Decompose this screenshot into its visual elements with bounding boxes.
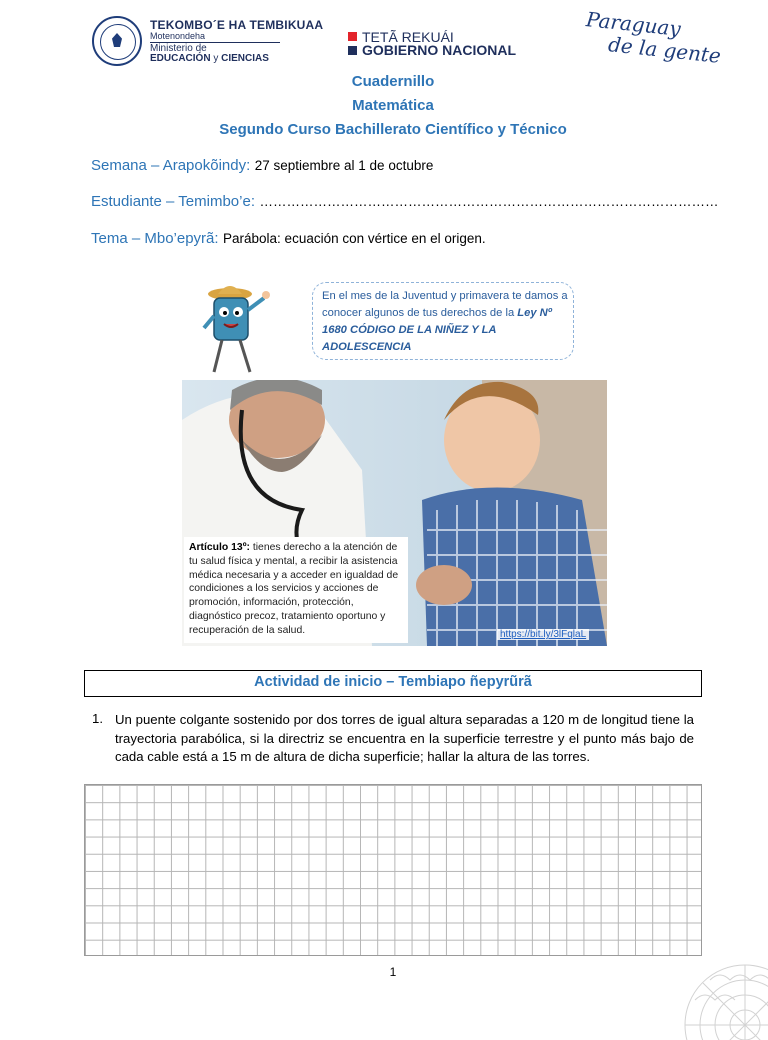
student-value: …………………………………………………………………………………………	[259, 194, 719, 209]
topic-value: Parábola: ecuación con vértice en el origen.	[223, 231, 486, 246]
student-field	[91, 193, 718, 211]
problem-text: Un puente colgante sostenido por dos torres de igual altura separadas a 120 m de longitud tiene la trayectoria parabólica, si la directriz se encuentra en la superficie terrestre y el punto más bajo de cada cable está a 15 m de altura de dicha superficie; hallar la altura de las torres.	[115, 712, 694, 764]
paraguay-seal-icon	[92, 16, 142, 66]
week-value: 27 septiembre al 1 de octubre	[254, 158, 434, 173]
article-label: Artículo 13º:	[189, 542, 250, 553]
red-square-icon	[348, 32, 357, 41]
week-label: Semana – Arapokõindy:	[91, 157, 251, 174]
brand-logo-line1: Paraguay	[585, 7, 682, 41]
problem-number: 1.	[92, 711, 103, 726]
ministry-name-line1: Ministerio de	[150, 43, 207, 54]
article-13-text: Artículo 13º: tienes derecho a la atención de tu salud física y mental, a recibir la asistencia médica necesaria y a acceder en igualdad de condiciones a los servicios y acciones de promoción, información, protección, diagnóstico precoz, tratamiento oportuno y recuperación de la salud.	[189, 542, 399, 636]
page-number: 1	[389, 965, 397, 979]
government-title-spanish: GOBIERNO NACIONAL	[362, 42, 516, 58]
student-label: Estudiante – Temimbo’e:	[91, 193, 255, 210]
answer-grid[interactable]	[84, 784, 702, 956]
government-title-guarani: TETÃ REKUÁI	[362, 29, 454, 45]
speech-bubble-text: En el mes de la Juventud y primavera te damos a conocer algunos de tus derechos de la Ley Nº 1680 CÓDIGO DE LA NIÑEZ Y LA ADOLESCENCIA	[322, 290, 568, 353]
subject-title: Matemática	[352, 97, 434, 114]
calculator-mascot-icon	[200, 280, 280, 380]
topic-label: Tema – Mbo’epyrã:	[91, 230, 219, 247]
brand-logo-line2: de la gente	[607, 32, 723, 68]
navy-square-icon	[348, 46, 357, 55]
week-field	[91, 157, 433, 175]
ministry-name-line2: EDUCACIÓN y CIENCIAS	[150, 53, 269, 64]
ministry-subtitle: Motenondeha	[150, 31, 206, 41]
topic-field	[91, 230, 486, 248]
activity-heading: Actividad de inicio – Tembiapo ñepyrũrã	[254, 674, 532, 690]
ministry-title: TEKOMBO´E HA TEMBIKUAA	[150, 18, 324, 32]
course-title: Segundo Curso Bachillerato Científico y Técnico	[219, 121, 567, 138]
source-link[interactable]: https://bit.ly/3lFqlaL	[497, 629, 589, 640]
booklet-title: Cuadernillo	[351, 73, 435, 90]
